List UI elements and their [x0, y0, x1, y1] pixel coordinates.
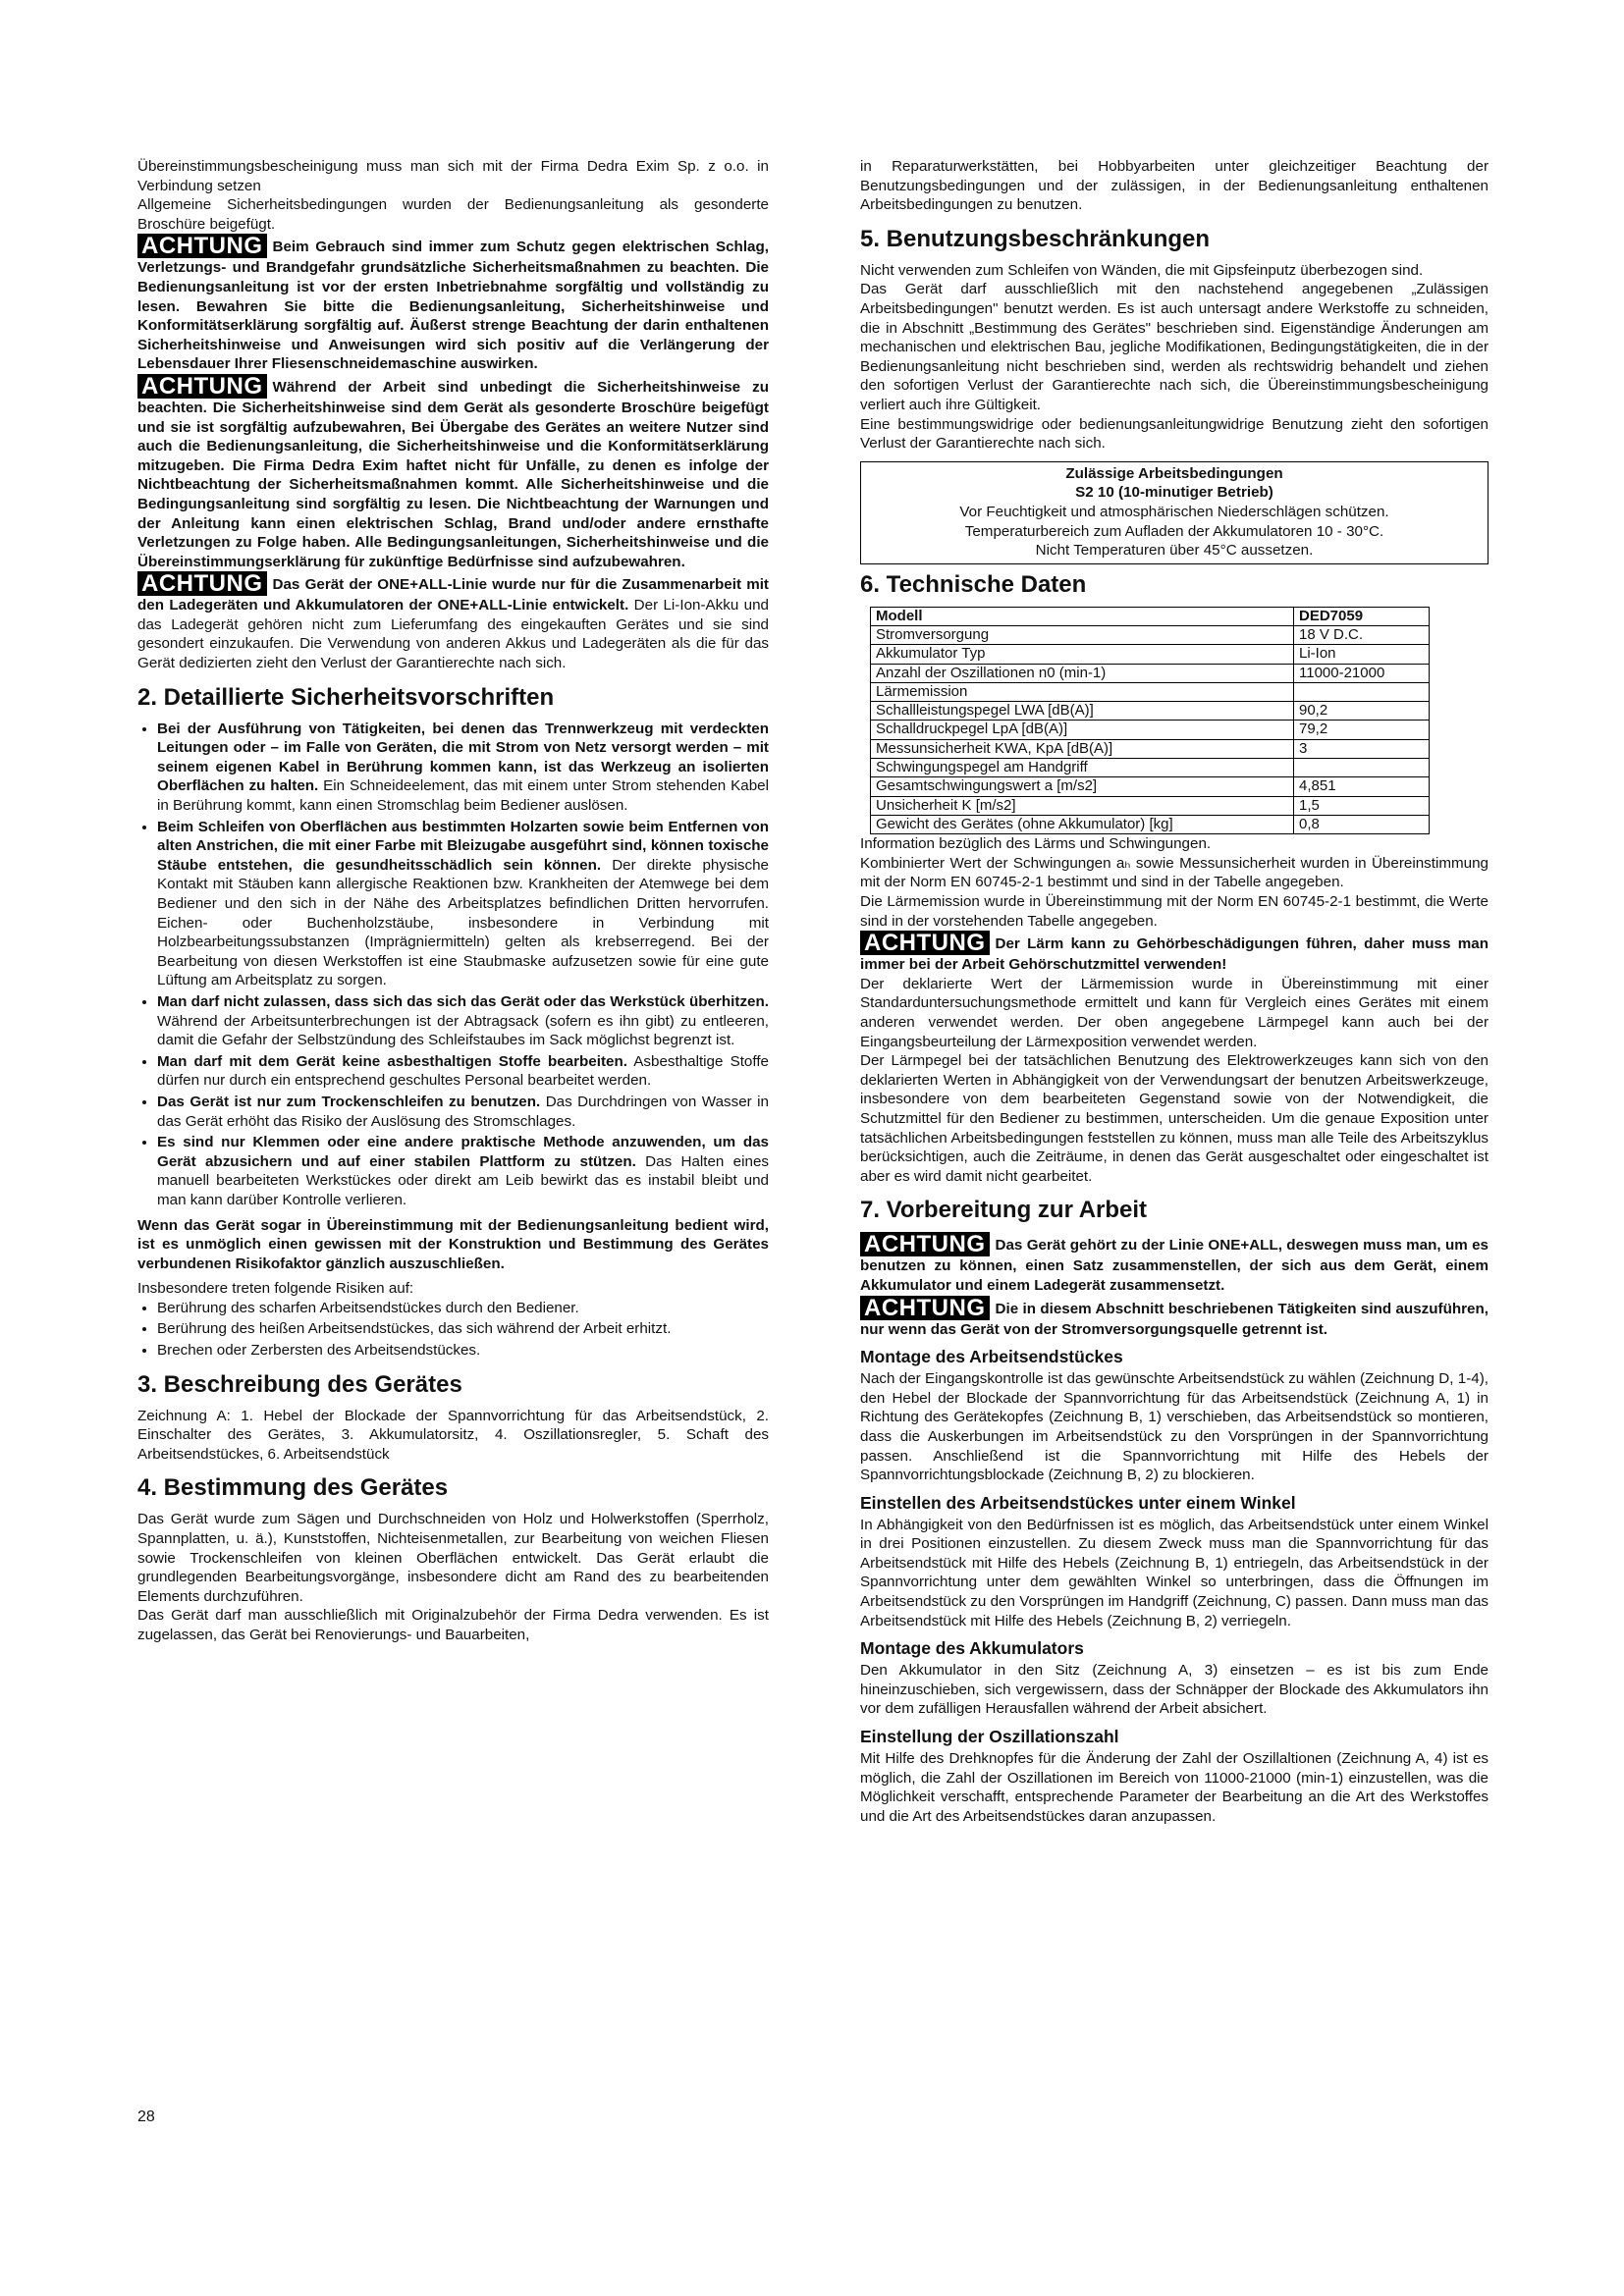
info-paragraph: Kombinierter Wert der Schwingungen aₕ sowie Messunsicherheit wurden in Übereinstimmung mit der Norm EN 60745-2-1 bestimmt und sind in der Tabelle angegeben.: [860, 854, 1489, 891]
subsection-heading: Einstellung der Oszillationszahl: [860, 1727, 1119, 1747]
warning-text: Die in diesem Abschnitt beschriebenen Tätigkeiten sind auszuführen, nur wenn das Gerät von der Stromversorgungsquelle getrennt ist.: [860, 1300, 1489, 1338]
list-item-text: Asbesthaltige Stoffe dürfen nur durch ein entsprechend geschultes Personal bearbeitet werden.: [157, 1052, 769, 1090]
table-row: [871, 645, 1430, 664]
instruction-paragraph: Nach der Eingangskontrolle ist das gewünschte Arbeitsendstück zu wählen (Zeichnung D, 1-4), den Hebel der Blockade der Spannvorrichtung für das Arbeitsendstück (Zeichnung A, 1) in Richtung des Gerätekopfes (Zeichnung B, 1) verschieben, das Arbeitsendstück so montieren, dass die Auskerbungen im Arbeitsendstück zu den Vorsprüngen in der Spannvorrichtung passen. Anschließend ist die Spannvorrichtung mit Hilfe des Hebels der Spannvorrichtungsblockade (Zeichnung B, 2) zu blockieren.: [860, 1370, 1489, 1484]
section-heading: 6. Technische Daten: [860, 570, 1087, 598]
table-row: [871, 759, 1430, 777]
warning-paragraph: [860, 1232, 1489, 1295]
table-cell: 90,2: [1294, 702, 1430, 721]
warning-text: Beim Gebrauch sind immer zum Schutz gegen elektrischen Schlag, Verletzungs- und Brandgefahr grundsätzliche Sicherheitsmaßnahmen zu beachten. Die Bedienungsanleitung ist vor der ersten Inbetriebnahme sorgfältig und vollständig zu lesen. Bewahren Sie bitte die Bedienungsanleitung, Sicherheitshinweise und Konformitätserklärung sorgfältig auf. Äußerst strenge Beachtung der darin enthaltenen Sicherheitshinweise und Anweisungen wird sich positiv auf die Verlängerung der Lebensdauer Ihrer Fliesenschneidemaschine auswirken.: [137, 239, 769, 373]
warning-text: Das Gerät der ONE+ALL-Linie wurde nur für die Zusammenarbeit mit den Ladegeräten und Akkumulatoren der ONE+ALL-Linie entwickelt.: [137, 576, 769, 614]
achtung-badge: ACHTUNG: [137, 234, 267, 258]
achtung-badge: ACHTUNG: [860, 1296, 990, 1320]
table-cell: 3: [1294, 739, 1430, 758]
table-cell: [1294, 759, 1430, 777]
list-item-text: Der direkte physische Kontakt mit Stäuben kann allergische Reaktionen bzw. Krankheiten der Atemwege bei dem Bediener und den sich in der Nähe des Arbeitsplatzes befindlichen Dritten hervorrufen. Eichen- oder Buchenholzstäube, insbesondere in Verbindung mit Holzbearbeitungssubstanzen (Imprägniermitteln) gelten als krebserregend. Bei der Bearbeitung von diesen Werkstoffen ist eine Staubmaske aufzusetzen sowie für eine gute Lüftung am Arbeitsplatz zu sorgen.: [157, 856, 769, 989]
list-item-bold: Es sind nur Klemmen oder eine andere praktische Methode anzuwenden, um das Gerät abzusichern und auf einer stabilen Plattform zu stützen.: [157, 1134, 769, 1170]
table-cell: 1,5: [1294, 796, 1430, 815]
box-line: Temperaturbereich zum Aufladen der Akkumulatoren 10 - 30°C.: [964, 522, 1384, 540]
warning-text: Der Lärm kann zu Gehörbeschädigungen führen, daher muss man immer bei der Arbeit Gehörschutzmittel verwenden!: [860, 935, 1489, 974]
table-row: [871, 682, 1430, 701]
warning-paragraph: [137, 571, 769, 672]
table-cell: Li-Ion: [1294, 645, 1430, 664]
list-item-bold: Das Gerät ist nur zum Trockenschleifen zu benutzen.: [157, 1093, 541, 1110]
warning-text: Während der Arbeit sind unbedingt die Sicherheitshinweise zu beachten. Die Sicherheitshinweise sind dem Gerät als gesonderte Broschüre beigefügt und sie ist sorgfältig aufzubewahren, Bei Übergabe des Gerätes an weitere Nutzer sind auch die Bedienungsanleitung, die Sicherheitshinweise und die Konformitätserklärung mitzugeben. Die Firma Dedra Exim haftet nicht für Unfälle, zu denen es infolge der Nichtbeachtung der Sicherheitsmaßnahmen kommt. Alle Sicherheitshinweise und die Bedingungsanleitung sind sorgfältig zu lesen. Die Nichtbeachtung der Warnungen und der Anleitung kann einen elektrischen Schlag, Brand und/oder andere ernsthafte Verletzungen zu Folge haben. Alle Bedingungsanleitungen, Sicherheitshinweise und die Übereinstimmungserklärung für zukünftige Bedürfnisse sind aufzubewahren.: [137, 378, 769, 570]
risks-intro: Insbesondere treten folgende Risiken auf:: [137, 1280, 414, 1298]
table-row: [871, 607, 1430, 625]
noise-paragraph: Der deklarierte Wert der Lärmemission wurde in Übereinstimmung mit einer Standarduntersuchungsmethode ermittelt und kann für Vergleich eines Gerätes mit einem anderen verwendet werden. Der oben angegebene Lärmpegel kann auch bei der Eingangsbeurteilung der Lärmexposition verwendet werden.: [860, 975, 1489, 1050]
list-item: • Berührung des scharfen Arbeitsendstückes durch den Bediener.: [157, 1299, 769, 1318]
table-row: [871, 777, 1430, 796]
purpose-paragraph: Das Gerät wurde zum Sägen und Durchschneiden von Holz und Holwerkstoffen (Sperrholz, Spannplatten, u. ä.), Kunststoffen, Nichteisenmetallen, zur Bearbeitung von weichen Fliesen sowie Trockenschleifen von kleinen Oberflächen entwickelt. Das Gerät erlaubt die grundlegenden Bearbeitungsvorgänge, insbesondere dicht am Rand des zu bearbeitenden Elements durchzuführen.: [137, 1511, 769, 1605]
section-heading: 3. Beschreibung des Gerätes: [137, 1370, 462, 1398]
table-cell: 79,2: [1294, 721, 1430, 739]
list-item: • Brechen oder Zerbersten des Arbeitsendstückes.: [157, 1341, 769, 1361]
table-row: [871, 815, 1430, 833]
table-row: [871, 625, 1430, 644]
list-item-bold: Man darf nicht zulassen, dass sich das sich das Gerät oder das Werkstück überhitzen.: [157, 992, 769, 1010]
subsection-heading: Montage des Akkumulators: [860, 1638, 1084, 1659]
warning-paragraph: [860, 931, 1489, 975]
technical-data-table: [870, 607, 1430, 835]
table-cell: Schwingungspegel am Handgriff: [871, 759, 1294, 777]
table-cell: Unsicherheit K [m/s2]: [871, 796, 1294, 815]
list-item-text: Das Durchdringen von Wasser in das Gerät erhöht das Risiko der Auslösung des Stromschlages.: [157, 1093, 769, 1130]
table-cell: Stromversorgung: [871, 625, 1294, 644]
purpose-paragraph: in Reparaturwerkstätten, bei Hobbyarbeiten unter gleichzeitiger Beachtung der Benutzungsbedingungen und der zulässigen, in der Bedienungsanleitung enthaltenen Arbeitsbedingungen zu benutzen.: [860, 158, 1489, 214]
table-cell: Gewicht des Gerätes (ohne Akkumulator) [kg]: [871, 815, 1294, 833]
box-line: Nicht Temperaturen über 45°C aussetzen.: [1035, 542, 1314, 560]
table-cell: 11000-21000: [1294, 664, 1430, 682]
left-column: [137, 157, 769, 1645]
table-cell: Akkumulator Typ: [871, 645, 1294, 664]
section-heading: 4. Bestimmung des Gerätes: [137, 1474, 449, 1502]
list-item-bold: Beim Schleifen von Oberflächen aus bestimmten Holzarten sowie beim Entfernen von alten Anstrichen, die mit einer Farbe mit Bleizugabe ausgeführt sind, können toxische Stäube entstehen, die gesundheitsschädlich sein können.: [157, 818, 769, 874]
table-cell: Modell: [871, 607, 1294, 625]
table-row: [871, 739, 1430, 758]
table-cell: 4,851: [1294, 777, 1430, 796]
table-row: [871, 796, 1430, 815]
list-item: [157, 1133, 769, 1209]
warning-paragraph: [137, 374, 769, 571]
table-cell: 0,8: [1294, 815, 1430, 833]
warning-paragraph: [860, 1296, 1489, 1340]
table-cell: [1294, 682, 1430, 701]
subsection-heading: Montage des Arbeitsendstückes: [860, 1347, 1123, 1367]
table-cell: Anzahl der Oszillationen n0 (min-1): [871, 664, 1294, 682]
info-paragraph: Die Lärmemission wurde in Übereinstimmung mit der Norm EN 60745-2-1 bestimmt, die Werte sind in der vorstehenden Tabelle angegeben.: [860, 893, 1489, 930]
list-item-bold: Man darf mit dem Gerät keine asbesthaltigen Stoffe bearbeiten.: [157, 1052, 627, 1070]
table-cell: DED7059: [1294, 607, 1430, 625]
instruction-paragraph: In Abhängigkeit von den Bedürfnissen ist es möglich, das Arbeitsendstück unter einem Winkel in drei Positionen einzustellen. Zu diesem Zweck muss man die Spannvorrichtung für das Arbeitsendstück mit Hilfe des Hebels (Zeichnung B, 1) entriegeln, das Arbeitsendstück in der Spannvorrichtung unter dem gewählten Winkel so unterbringen, dass die Öffnungen im Arbeitsendstück zu den Vorsprüngen im Handgriff (Zeichnung, C) passen. Dann muss man das Arbeitsendstück mit Hilfe des Hebels (Zeichnung B, 2) verriegeln.: [860, 1516, 1489, 1629]
risk-list: [137, 1299, 769, 1361]
list-item-text: Das Halten eines manuell bearbeiteten Werkstückes oder direkt am Leib bewirkt das es instabil bleibt und man kann darüber Kontrolle verlieren.: [157, 1152, 769, 1208]
box-line: Vor Feuchtigkeit und atmosphärischen Niederschlägen schützen.: [959, 503, 1389, 520]
table-row: [871, 664, 1430, 682]
page-number: 28: [137, 2109, 155, 2125]
risk-statement: Wenn das Gerät sogar in Übereinstimmung mit der Bedienungsanleitung bedient wird, ist es unmöglich einen gewissen mit der Konstruktion und Bestimmung des Gerätes verbundenen Risikofaktor gänzlich auszuschließen.: [137, 1216, 769, 1272]
instruction-paragraph: Den Akkumulator in den Sitz (Zeichnung A, 3) einsetzen – es ist bis zum Ende hineinzuschieben, sich vergewissern, dass der Schnäpper der Blockade des Akkumulators ihn vor dem zufälligen Herausfallen während der Arbeit absichert.: [860, 1662, 1489, 1718]
list-item: [157, 992, 769, 1050]
warning-text: Der Li-Ion-Akku und das Ladegerät gehören nicht zum Lieferumfang des eingekauften Gerätes und sie sind gesondert einzukaufen. Die Verwendung von anderen Akkus und Ladegeräten als die für das Gerät dedizierten zieht den Verlust der Garantierechte nach sich.: [137, 597, 769, 672]
table-cell: Gesamtschwingungswert a [m/s2]: [871, 777, 1294, 796]
list-item: • Berührung des heißen Arbeitsendstückes, das sich während der Arbeit erhitzt.: [157, 1319, 769, 1339]
working-conditions-box: [860, 461, 1489, 564]
restriction-paragraph: Das Gerät darf ausschließlich mit den nachstehend angegebenen „Zulässigen Arbeitsbedingungen" benutzt werden. Es ist auch untersagt andere Werkstoffe zu schneiden, die in Abschnitt „Bestimmung des Gerätes" beschrieben sind. Eigenständige Änderungen am mechanischen und elektrischen Bau, jegliche Modifikationen, Bedingungstätigkeiten, die in der Bedienungsanleitung nicht beschrieben sind, werden als rechtswidrig behandelt und ziehen den sofortigen Verlust der Garantierechte nach sich, die Übereinstimmungsbescheinigung verliert auch ihre Gültigkeit.: [860, 281, 1489, 413]
instruction-paragraph: Mit Hilfe des Drehknopfes für die Änderung der Zahl der Oszillaltionen (Zeichnung A, 4) ist es möglich, die Zahl der Oszillationen im Bereich von 11000-21000 (min-1) einzustellen, was die Möglichkeit verschafft, entsprechende Parameter der Bearbeitung an die Art des Werkstoffes und die Art des Arbeitsendstückes daran anzupassen.: [860, 1750, 1489, 1825]
list-item: [157, 1093, 769, 1131]
warning-paragraph: [137, 234, 769, 374]
list-item: [157, 1052, 769, 1091]
list-item: [157, 720, 769, 816]
purpose-paragraph: Das Gerät darf man ausschließlich mit Originalzubehör der Firma Dedra verwenden. Es ist zugelassen, das Gerät bei Renovierungs- und Bauarbeiten,: [137, 1607, 769, 1643]
section-heading: 7. Vorbereitung zur Arbeit: [860, 1197, 1148, 1224]
achtung-badge: ACHTUNG: [860, 1232, 990, 1256]
description-paragraph: Zeichnung A: 1. Hebel der Blockade der Spannvorrichtung für das Arbeitsendstück, 2. Einschalter des Gerätes, 3. Akkumulatorsitz, 4. Oszillationsregler, 5. Schaft des Arbeitsendstückes, 6. Arbeitsendstück: [137, 1407, 769, 1463]
table-row: [871, 721, 1430, 739]
restriction-paragraph: Nicht verwenden zum Schleifen von Wänden, die mit Gipsfeinputz überbezogen sind.: [860, 261, 1424, 279]
table-cell: Messunsicherheit KWA, KpA [dB(A)]: [871, 739, 1294, 758]
table-cell: Lärmemission: [871, 682, 1294, 701]
restriction-paragraph: Eine bestimmungswidrige oder bedienungsanleitungwidrige Benutzung zieht den sofortigen Verlust der Garantierechte nach sich.: [860, 415, 1489, 453]
safety-list: [137, 720, 769, 1210]
subsection-heading: Einstellen des Arbeitsendstückes unter einem Winkel: [860, 1492, 1296, 1513]
box-subtitle: S2 10 (10-minutiger Betrieb): [1075, 484, 1273, 502]
table-cell: Schalldruckpegel LpA [dB(A)]: [871, 721, 1294, 739]
section-heading: 5. Benutzungsbeschränkungen: [860, 225, 1211, 252]
achtung-badge: ACHTUNG: [137, 571, 267, 596]
intro-paragraph: Übereinstimmungsbescheinigung muss man sich mit der Firma Dedra Exim Sp. z o.o. in Verbindung setzen: [137, 158, 769, 194]
table-cell: Schallleistungspegel LWA [dB(A)]: [871, 702, 1294, 721]
table-cell: 18 V D.C.: [1294, 625, 1430, 644]
info-paragraph: Information bezüglich des Lärms und Schwingungen.: [860, 835, 1212, 853]
list-item: [157, 818, 769, 990]
list-item-bold: Bei der Ausführung von Tätigkeiten, bei denen das Trennwerkzeug mit verdeckten Leitungen oder – im Falle von Geräten, die mit Strom von Netz versorgt werden – mit seinem eigenen Kabel in Berührung kommen kann, ist das Werkzeug an isolierten Oberflächen zu halten.: [157, 720, 769, 795]
list-item-text: Während der Arbeitsunterbrechungen ist der Abtragsack (sofern es ihn gibt) zu entleeren, damit die Gefahr der Selbstzündung des Schleifstaubes im Sack möglichst begrenzt ist.: [157, 1012, 769, 1049]
right-column: [860, 157, 1489, 1826]
intro-paragraph: Allgemeine Sicherheitsbedingungen wurden der Bedienungsanleitung als gesonderte Broschüre beigefügt.: [137, 196, 769, 233]
noise-paragraph: Der Lärmpegel bei der tatsächlichen Benutzung des Elektrowerkzeuges kann sich von den deklarierten Werten in Abhängigkeit von der Verwendungsart der benutzen Arbeitswerkzeuge, insbesondere von dem bearbeiteten Gegenstand sowie von der Notwendigkeit, die Schutzmittel für den Bediener zu bestimmen, unterscheiden. Um die genaue Exposition unter tatsächlichen Arbeitsbedingungen feststellen zu können, muss man alle Teile des Arbeitszyklus berücksichtigen, auch die Zeiträume, in denen das Gerät ausgeschaltet oder eingeschaltet ist aber es wird damit nicht gearbeitet.: [860, 1052, 1489, 1185]
box-title: Zulässige Arbeitsbedingungen: [1065, 464, 1283, 482]
section-heading: 2. Detaillierte Sicherheitsvorschriften: [137, 683, 555, 711]
list-item-text: Ein Schneideelement, das mit einem unter Strom stehenden Kabel in Berührung kommt, kann einen Stromschlag beim Bediener auslösen.: [157, 777, 770, 815]
achtung-badge: ACHTUNG: [137, 374, 267, 399]
warning-text: Das Gerät gehört zu der Linie ONE+ALL, deswegen muss man, um es benutzen zu können, einen Satz zusammenstellen, der sich aus dem Gerät, einem Akkumulator und einem Ladegerät zusammensetzt.: [860, 1237, 1489, 1294]
achtung-badge: ACHTUNG: [860, 931, 990, 955]
table-row: [871, 702, 1430, 721]
